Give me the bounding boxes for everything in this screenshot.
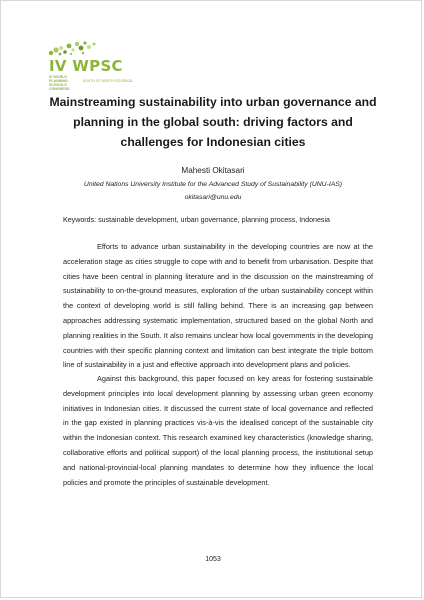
author-name: Mahesti Okitasari <box>181 166 245 175</box>
abstract-paragraph-2: Against this background, this paper focused on key areas for fostering sustainable development principles into local development planning by assessing urban green economy initiatives in Indonesian cities. It discussed the current state of local governance and reflected in the gap existed in planning practices vis-à-vis the idealised concept of the sustainable city within the Indonesian context. This research examined key characteristics (knowledge sharing, collaborative efforts and political support) of the local planning process, the institutional setup and national-provincial-local planning mandates to determine how they influence the local policies and promote the principles of sustainable development. <box>63 374 373 487</box>
keywords: Keywords: sustainable development, urban governance, planning process, Indonesia <box>63 216 330 224</box>
abstract-paragraph-1: Efforts to advance urban sustainability in the developing countries are now at the acceleration stage as cities struggle to cope with and to benefit from urbanisation. Despite that cities have been central in planning literature and in the discussion on the mainstreaming of sustainability to on-the-ground measures, exploration of the urban sustainability concept within the context of developing world is still falling behind. There is an increasing gap between approaches addressing systematic implementation, structured based on the global North and planning realities in the South. It also remains unclear how local governments in the developing countries with their specific planning context and limitation can best integrate the triple bottom line of sustainability in a just and effective approach into development plans and policies. <box>63 242 373 370</box>
paper-title: Mainstreaming sustainability into urban governance and planning in the global south: driving factors and challenges for Indonesian cities <box>49 95 377 149</box>
author-email: okitasari@unu.edu <box>184 194 242 201</box>
logo-wordmark: IV WPSC <box>49 57 123 75</box>
logo-subtitle: IV WORLD PLANNING SCHOOLS CONGRESS <box>49 75 70 91</box>
logo-tagline: SOUTH OF NORTH RIO BRAZIL <box>83 79 134 83</box>
congress-logo <box>47 39 177 91</box>
page-number: 1053 <box>205 556 221 563</box>
author-affiliation: United Nations University Institute for the Advanced Study of Sustainability (UNU-IAS) <box>83 181 343 188</box>
logo-dots-icon <box>47 39 107 59</box>
